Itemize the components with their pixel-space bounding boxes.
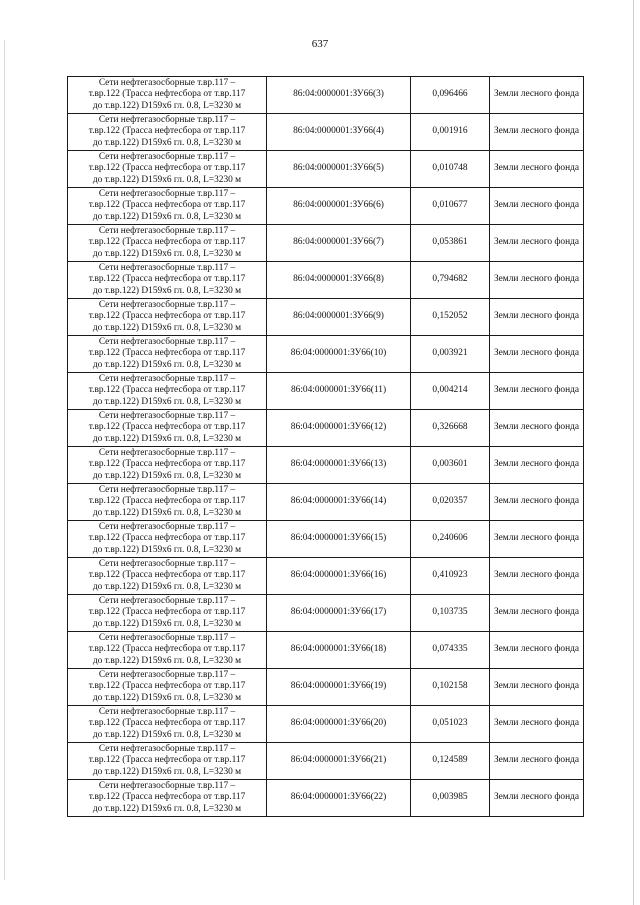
object-name-line: Сети нефтегазосборные т.вр.117 – <box>98 337 236 348</box>
area-cell: 0,794682 <box>411 262 490 299</box>
object-name-line: Сети нефтегазосборные т.вр.117 – <box>98 744 236 755</box>
object-name-cell <box>68 336 267 373</box>
area-cell: 0,051023 <box>411 706 490 743</box>
table-row <box>68 780 584 817</box>
object-name-line: до т.вр.122) D159x6 гл. 0.8, L=3230 м <box>92 692 242 703</box>
object-name-line: до т.вр.122) D159x6 гл. 0.8, L=3230 м <box>92 359 242 370</box>
object-name-line: т.вр.122 (Трасса нефтесбора от т.вр.117 <box>88 533 246 544</box>
table-row <box>68 188 584 225</box>
area-cell: 0,010748 <box>411 151 490 188</box>
cadastral-number-cell: 86:04:0000001:ЗУ66(13) <box>267 447 411 484</box>
area-cell: 0,020357 <box>411 484 490 521</box>
cadastral-number-cell: 86:04:0000001:ЗУ66(11) <box>267 373 411 410</box>
object-name-line: до т.вр.122) D159x6 гл. 0.8, L=3230 м <box>92 100 242 111</box>
table-row <box>68 225 584 262</box>
land-category-cell: Земли лесного фонда <box>490 484 584 521</box>
area-cell: 0,001916 <box>411 114 490 151</box>
object-name-line: Сети нефтегазосборные т.вр.117 – <box>98 226 236 237</box>
cadastral-number-cell: 86:04:0000001:ЗУ66(10) <box>267 336 411 373</box>
cadastral-number-cell: 86:04:0000001:ЗУ66(22) <box>267 780 411 817</box>
table-row <box>68 632 584 669</box>
area-cell: 0,003921 <box>411 336 490 373</box>
table-row <box>68 114 584 151</box>
table-row <box>68 521 584 558</box>
object-name-line: до т.вр.122) D159x6 гл. 0.8, L=3230 м <box>92 322 242 333</box>
object-name-line: т.вр.122 (Трасса нефтесбора от т.вр.117 <box>88 644 246 655</box>
cadastral-number-cell: 86:04:0000001:ЗУ66(14) <box>267 484 411 521</box>
cadastral-number-cell: 86:04:0000001:ЗУ66(21) <box>267 743 411 780</box>
object-name-line: до т.вр.122) D159x6 гл. 0.8, L=3230 м <box>92 248 242 259</box>
object-name-line: Сети нефтегазосборные т.вр.117 – <box>98 115 236 126</box>
object-name-cell <box>68 484 267 521</box>
object-name-line: т.вр.122 (Трасса нефтесбора от т.вр.117 <box>88 274 246 285</box>
object-name-line: до т.вр.122) D159x6 гл. 0.8, L=3230 м <box>92 433 242 444</box>
object-name-line: до т.вр.122) D159x6 гл. 0.8, L=3230 м <box>92 581 242 592</box>
object-name-line: до т.вр.122) D159x6 гл. 0.8, L=3230 м <box>92 174 242 185</box>
object-name-line: Сети нефтегазосборные т.вр.117 – <box>98 448 236 459</box>
object-name-cell <box>68 521 267 558</box>
land-category-cell: Земли лесного фонда <box>490 336 584 373</box>
object-name-line: т.вр.122 (Трасса нефтесбора от т.вр.117 <box>88 718 246 729</box>
area-cell: 0,102158 <box>411 669 490 706</box>
object-name-line: т.вр.122 (Трасса нефтесбора от т.вр.117 <box>88 459 246 470</box>
land-category-cell: Земли лесного фонда <box>490 77 584 114</box>
object-name-line: Сети нефтегазосборные т.вр.117 – <box>98 189 236 200</box>
table-body <box>68 77 584 817</box>
object-name-line: до т.вр.122) D159x6 гл. 0.8, L=3230 м <box>92 507 242 518</box>
area-cell: 0,096466 <box>411 77 490 114</box>
object-name-line: до т.вр.122) D159x6 гл. 0.8, L=3230 м <box>92 544 242 555</box>
land-category-cell: Земли лесного фонда <box>490 299 584 336</box>
object-name-cell <box>68 77 267 114</box>
object-name-line: до т.вр.122) D159x6 гл. 0.8, L=3230 м <box>92 618 242 629</box>
table-row <box>68 336 584 373</box>
object-name-cell <box>68 151 267 188</box>
object-name-cell <box>68 373 267 410</box>
land-category-cell: Земли лесного фонда <box>490 410 584 447</box>
table-row <box>68 706 584 743</box>
object-name-line: т.вр.122 (Трасса нефтесбора от т.вр.117 <box>88 311 246 322</box>
cadastral-number-cell: 86:04:0000001:ЗУ66(19) <box>267 669 411 706</box>
object-name-line: Сети нефтегазосборные т.вр.117 – <box>98 781 236 792</box>
object-name-line: т.вр.122 (Трасса нефтесбора от т.вр.117 <box>88 496 246 507</box>
object-name-line: т.вр.122 (Трасса нефтесбора от т.вр.117 <box>88 200 246 211</box>
object-name-line: т.вр.122 (Трасса нефтесбора от т.вр.117 <box>88 570 246 581</box>
land-category-cell: Земли лесного фонда <box>490 632 584 669</box>
cadastral-number-cell: 86:04:0000001:ЗУ66(9) <box>267 299 411 336</box>
table-row <box>68 262 584 299</box>
cadastral-number-cell: 86:04:0000001:ЗУ66(3) <box>267 77 411 114</box>
object-name-cell <box>68 410 267 447</box>
land-category-cell: Земли лесного фонда <box>490 780 584 817</box>
table-row <box>68 484 584 521</box>
object-name-line: т.вр.122 (Трасса нефтесбора от т.вр.117 <box>88 755 246 766</box>
object-name-line: Сети нефтегазосборные т.вр.117 – <box>98 411 236 422</box>
area-cell: 0,410923 <box>411 558 490 595</box>
object-name-line: до т.вр.122) D159x6 гл. 0.8, L=3230 м <box>92 729 242 740</box>
table-row <box>68 151 584 188</box>
object-name-cell <box>68 706 267 743</box>
object-name-line: до т.вр.122) D159x6 гл. 0.8, L=3230 м <box>92 470 242 481</box>
object-name-line: до т.вр.122) D159x6 гл. 0.8, L=3230 м <box>92 285 242 296</box>
area-cell: 0,010677 <box>411 188 490 225</box>
object-name-line: до т.вр.122) D159x6 гл. 0.8, L=3230 м <box>92 766 242 777</box>
cadastral-number-cell: 86:04:0000001:ЗУ66(8) <box>267 262 411 299</box>
area-cell: 0,124589 <box>411 743 490 780</box>
object-name-line: т.вр.122 (Трасса нефтесбора от т.вр.117 <box>88 348 246 359</box>
object-name-line: т.вр.122 (Трасса нефтесбора от т.вр.117 <box>88 163 246 174</box>
object-name-line: Сети нефтегазосборные т.вр.117 – <box>98 152 236 163</box>
cadastral-number-cell: 86:04:0000001:ЗУ66(7) <box>267 225 411 262</box>
object-name-cell <box>68 188 267 225</box>
object-name-line: Сети нефтегазосборные т.вр.117 – <box>98 633 236 644</box>
land-category-cell: Земли лесного фонда <box>490 262 584 299</box>
land-category-cell: Земли лесного фонда <box>490 743 584 780</box>
land-category-cell: Земли лесного фонда <box>490 521 584 558</box>
object-name-line: т.вр.122 (Трасса нефтесбора от т.вр.117 <box>88 237 246 248</box>
object-name-line: до т.вр.122) D159x6 гл. 0.8, L=3230 м <box>92 803 242 814</box>
object-name-line: Сети нефтегазосборные т.вр.117 – <box>98 263 236 274</box>
object-name-cell <box>68 669 267 706</box>
object-name-line: т.вр.122 (Трасса нефтесбора от т.вр.117 <box>88 681 246 692</box>
land-category-cell: Земли лесного фонда <box>490 595 584 632</box>
area-cell: 0,003985 <box>411 780 490 817</box>
cadastral-number-cell: 86:04:0000001:ЗУ66(18) <box>267 632 411 669</box>
object-name-line: т.вр.122 (Трасса нефтесбора от т.вр.117 <box>88 89 246 100</box>
land-category-cell: Земли лесного фонда <box>490 447 584 484</box>
cadastral-number-cell: 86:04:0000001:ЗУ66(4) <box>267 114 411 151</box>
object-name-line: до т.вр.122) D159x6 гл. 0.8, L=3230 м <box>92 211 242 222</box>
object-name-line: Сети нефтегазосборные т.вр.117 – <box>98 559 236 570</box>
object-name-cell <box>68 447 267 484</box>
table-row <box>68 447 584 484</box>
object-name-line: т.вр.122 (Трасса нефтесбора от т.вр.117 <box>88 792 246 803</box>
land-category-cell: Земли лесного фонда <box>490 188 584 225</box>
area-cell: 0,240606 <box>411 521 490 558</box>
object-name-cell <box>68 595 267 632</box>
object-name-line: Сети нефтегазосборные т.вр.117 – <box>98 707 236 718</box>
cadastral-number-cell: 86:04:0000001:ЗУ66(6) <box>267 188 411 225</box>
area-cell: 0,004214 <box>411 373 490 410</box>
object-name-line: т.вр.122 (Трасса нефтесбора от т.вр.117 <box>88 422 246 433</box>
scan-edge-right <box>633 0 634 905</box>
area-cell: 0,326668 <box>411 410 490 447</box>
table-row <box>68 743 584 780</box>
object-name-cell <box>68 780 267 817</box>
land-category-cell: Земли лесного фонда <box>490 706 584 743</box>
area-cell: 0,103735 <box>411 595 490 632</box>
area-cell: 0,074335 <box>411 632 490 669</box>
table-row <box>68 669 584 706</box>
object-name-line: Сети нефтегазосборные т.вр.117 – <box>98 374 236 385</box>
object-name-cell <box>68 743 267 780</box>
cadastral-number-cell: 86:04:0000001:ЗУ66(12) <box>267 410 411 447</box>
object-name-line: до т.вр.122) D159x6 гл. 0.8, L=3230 м <box>92 137 242 148</box>
table-row <box>68 558 584 595</box>
object-name-line: Сети нефтегазосборные т.вр.117 – <box>98 485 236 496</box>
cadastral-number-cell: 86:04:0000001:ЗУ66(15) <box>267 521 411 558</box>
land-plots-table <box>67 76 584 817</box>
page-number: 637 <box>311 38 329 50</box>
object-name-line: до т.вр.122) D159x6 гл. 0.8, L=3230 м <box>92 655 242 666</box>
object-name-line: Сети нефтегазосборные т.вр.117 – <box>98 300 236 311</box>
table-row <box>68 410 584 447</box>
object-name-cell <box>68 632 267 669</box>
object-name-cell <box>68 225 267 262</box>
cadastral-number-cell: 86:04:0000001:ЗУ66(16) <box>267 558 411 595</box>
area-cell: 0,053861 <box>411 225 490 262</box>
object-name-line: т.вр.122 (Трасса нефтесбора от т.вр.117 <box>88 126 246 137</box>
land-category-cell: Земли лесного фонда <box>490 225 584 262</box>
cadastral-number-cell: 86:04:0000001:ЗУ66(17) <box>267 595 411 632</box>
cadastral-number-cell: 86:04:0000001:ЗУ66(20) <box>267 706 411 743</box>
scan-edge-left <box>4 40 5 880</box>
object-name-line: Сети нефтегазосборные т.вр.117 – <box>98 670 236 681</box>
object-name-cell <box>68 262 267 299</box>
object-name-line: т.вр.122 (Трасса нефтесбора от т.вр.117 <box>88 385 246 396</box>
object-name-line: до т.вр.122) D159x6 гл. 0.8, L=3230 м <box>92 396 242 407</box>
table-row <box>68 373 584 410</box>
land-category-cell: Земли лесного фонда <box>490 669 584 706</box>
table-row <box>68 595 584 632</box>
land-category-cell: Земли лесного фонда <box>490 373 584 410</box>
object-name-line: Сети нефтегазосборные т.вр.117 – <box>98 522 236 533</box>
land-category-cell: Земли лесного фонда <box>490 114 584 151</box>
cadastral-number-cell: 86:04:0000001:ЗУ66(5) <box>267 151 411 188</box>
object-name-cell <box>68 114 267 151</box>
object-name-line: Сети нефтегазосборные т.вр.117 – <box>98 596 236 607</box>
area-cell: 0,152052 <box>411 299 490 336</box>
object-name-cell <box>68 558 267 595</box>
object-name-cell <box>68 299 267 336</box>
table-row <box>68 77 584 114</box>
land-category-cell: Земли лесного фонда <box>490 558 584 595</box>
area-cell: 0,003601 <box>411 447 490 484</box>
object-name-line: т.вр.122 (Трасса нефтесбора от т.вр.117 <box>88 607 246 618</box>
land-category-cell: Земли лесного фонда <box>490 151 584 188</box>
object-name-line: Сети нефтегазосборные т.вр.117 – <box>98 78 236 89</box>
table-row <box>68 299 584 336</box>
